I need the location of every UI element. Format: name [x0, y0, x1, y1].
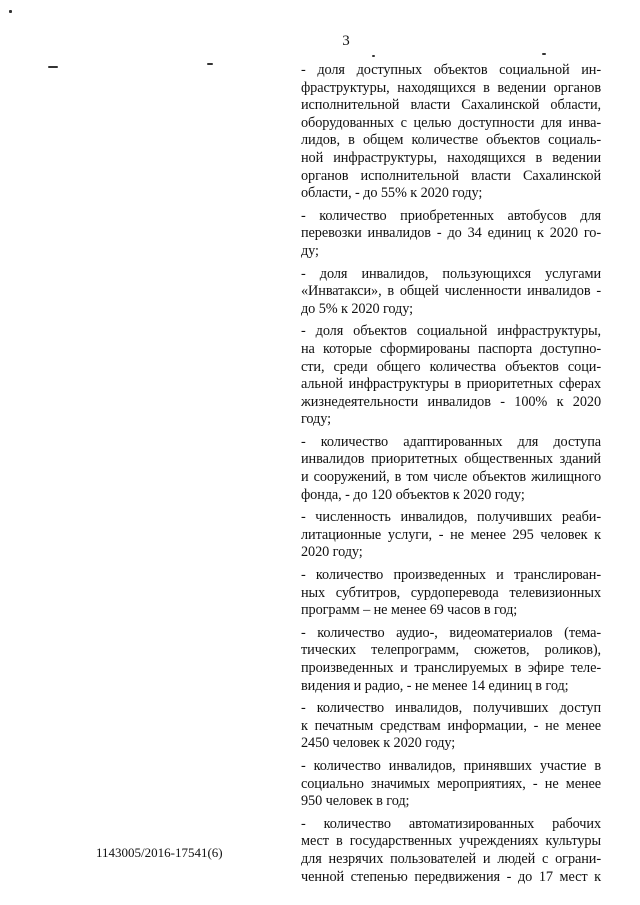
text-line: - количество инвалидов, принявших участие в	[301, 757, 601, 774]
scan-mark	[372, 55, 375, 57]
text-line: ной инфраструктуры, находящихся в ведении	[301, 149, 601, 166]
paragraph	[289, 62, 601, 203]
text-line: области, - до 55% к 2020 году;	[301, 185, 483, 202]
text-line: до 5% к 2020 году;	[301, 300, 413, 317]
text-line: к печатным средствам информации, - не менее	[301, 717, 601, 734]
text-line: ченной степенью передвижения - до 17 мест к	[301, 868, 601, 885]
paragraph	[289, 816, 601, 886]
text-line: - доля объектов социальной инфраструктуры,	[301, 323, 601, 340]
text-line: - количество произведенных и транслирован-	[301, 567, 601, 584]
text-line: фраструктуры, находящихся в ведении органов	[301, 79, 601, 96]
paragraph	[289, 700, 601, 753]
text-line: 950 человек в год;	[301, 793, 410, 810]
text-line: ду;	[301, 242, 319, 259]
paragraph	[289, 434, 601, 504]
text-line: лидов, в общем количестве объектов социаль-	[301, 132, 601, 149]
document-id: 1143005/2016-17541(6)	[96, 845, 223, 860]
text-line: ных субтитров, сурдоперевода телевизионных	[301, 584, 601, 601]
paragraph	[289, 323, 601, 429]
paragraph	[289, 758, 601, 811]
text-line: фонда, - до 120 объектов к 2020 году;	[301, 486, 525, 503]
scan-mark	[9, 10, 12, 13]
text-line: «Инватакси», в общей численности инвалидов -	[301, 283, 601, 300]
text-line: 2020 году;	[301, 544, 363, 561]
page-number: 3	[342, 33, 350, 49]
text-line: тических телепрограмм, сюжетов, роликов),	[301, 642, 601, 659]
paragraph	[289, 266, 601, 319]
text-line: сти, среди общего количества объектов соци-	[301, 358, 601, 375]
text-line: жизнедеятельности инвалидов - 100% к 2020	[301, 393, 601, 410]
text-line: на которые сформированы паспорта доступно-	[301, 340, 601, 357]
paragraph	[289, 625, 601, 695]
text-line: - доля доступных объектов социальной ин-	[301, 62, 601, 78]
text-line: социально значимых мероприятиях, - не менее	[301, 775, 601, 792]
text-line: перевозки инвалидов - до 34 единиц к 2020 го-	[301, 225, 601, 242]
text-line: альной инфраструктуры в приоритетных сферах	[301, 376, 601, 393]
text-line: оборудованных с целью доступности для инва-	[301, 114, 601, 131]
paragraph	[289, 567, 601, 620]
scan-mark	[48, 66, 58, 68]
text-column	[289, 62, 601, 891]
text-line: исполнительной власти Сахалинской области,	[301, 97, 601, 114]
scan-mark	[542, 53, 546, 55]
paragraph	[289, 509, 601, 562]
text-line: - количество аудио-, видеоматериалов (тема-	[301, 624, 601, 641]
text-line: 2450 человек к 2020 году;	[301, 735, 456, 752]
text-line: для незрячих пользователей и людей с ограни-	[301, 850, 601, 867]
text-line: - количество приобретенных автобусов для	[301, 207, 601, 224]
text-line: и сооружений, в том числе объектов жилищного	[301, 469, 601, 486]
paragraph	[289, 208, 601, 261]
text-line: видения и радио, - не менее 14 единиц в год;	[301, 677, 569, 694]
text-line: году;	[301, 411, 331, 428]
text-line: - доля инвалидов, пользующихся услугами	[301, 265, 601, 282]
text-line: органов исполнительной власти Сахалинской	[301, 167, 601, 184]
text-line: произведенных и транслируемых в эфире теле-	[301, 660, 601, 676]
text-line: - численность инвалидов, получивших реаби-	[301, 509, 601, 526]
scan-mark	[207, 63, 213, 65]
text-line: - количество автоматизированных рабочих	[301, 815, 601, 832]
text-line: инвалидов приоритетных общественных зданий	[301, 451, 601, 468]
text-line: - количество адаптированных для доступа	[301, 433, 601, 450]
text-line: мест в государственных учреждениях культуры	[301, 833, 601, 850]
text-line: программ – не менее 69 часов в год;	[301, 602, 518, 619]
text-line: литационные услуги, - не менее 295 человек к	[301, 526, 601, 543]
text-line: - количество инвалидов, получивших доступ	[301, 700, 601, 717]
